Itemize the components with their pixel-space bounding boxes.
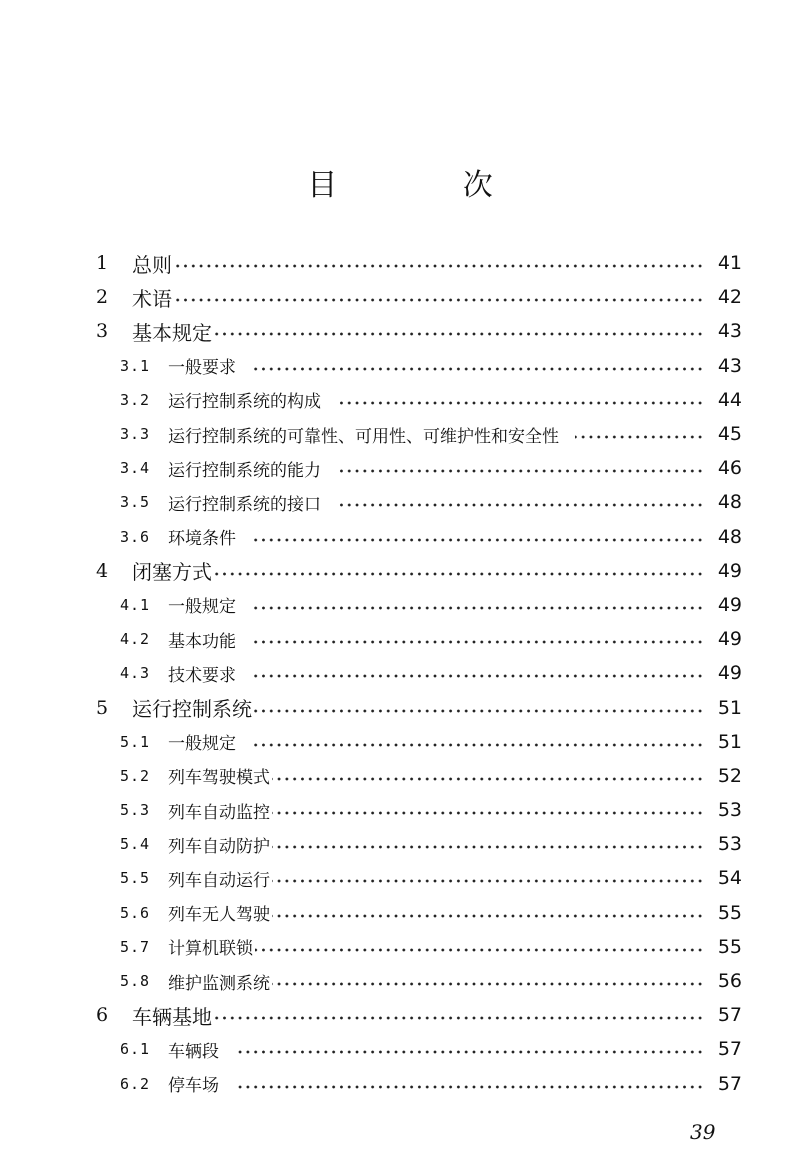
toc-entry-page: 44 xyxy=(717,388,742,411)
table-of-contents xyxy=(96,246,742,1101)
dot-leader xyxy=(252,674,704,678)
toc-entry[interactable] xyxy=(96,896,742,930)
toc-entry-number: 5.1 xyxy=(120,732,151,751)
toc-entry-title: 术语 xyxy=(132,286,172,311)
toc-entry-page: 52 xyxy=(717,764,742,787)
toc-entry-page: 54 xyxy=(717,867,742,890)
toc-entry-page: 49 xyxy=(717,628,742,651)
dot-leader xyxy=(235,1050,704,1054)
toc-entry[interactable] xyxy=(96,383,742,417)
toc-entry[interactable] xyxy=(96,451,742,485)
toc-entry[interactable] xyxy=(96,554,742,588)
dot-leader xyxy=(252,743,704,747)
toc-entry[interactable] xyxy=(96,622,742,656)
toc-entry-number: 3.1 xyxy=(120,356,151,375)
dot-leader xyxy=(252,640,704,644)
toc-entry-page: 41 xyxy=(717,252,742,275)
toc-entry[interactable] xyxy=(96,520,742,554)
toc-entry-title: 运行控制系统的能力 xyxy=(168,460,321,481)
dot-leader xyxy=(272,811,704,815)
toc-entry-page: 42 xyxy=(717,286,742,309)
toc-entry-number: 2 xyxy=(96,286,109,309)
dot-leader xyxy=(214,332,704,336)
toc-entry-number: 3.2 xyxy=(120,390,151,409)
toc-entry[interactable] xyxy=(96,930,742,964)
toc-entry-page: 56 xyxy=(717,970,742,993)
toc-entry[interactable] xyxy=(96,827,742,861)
dot-leader xyxy=(272,914,704,918)
toc-entry[interactable] xyxy=(96,485,742,519)
toc-entry-number: 4.2 xyxy=(120,630,151,649)
toc-entry-page: 49 xyxy=(717,593,742,616)
toc-entry[interactable] xyxy=(96,1067,742,1101)
dot-leader xyxy=(272,845,704,849)
toc-entry-title: 基本规定 xyxy=(132,320,212,345)
toc-entry-page: 53 xyxy=(717,833,742,856)
toc-entry-title: 计算机联锁 xyxy=(168,939,253,960)
toc-entry-title: 车辆段 xyxy=(168,1041,219,1062)
toc-entry-title: 基本功能 xyxy=(168,631,236,652)
toc-entry-number: 1 xyxy=(96,252,109,275)
toc-entry-number: 5.2 xyxy=(120,766,151,785)
page-number: 39 xyxy=(690,1120,716,1144)
toc-entry-page: 57 xyxy=(717,1038,742,1061)
toc-entry-page: 57 xyxy=(717,1004,742,1027)
toc-entry-title: 总则 xyxy=(132,252,172,277)
toc-entry-title: 一般规定 xyxy=(168,734,236,755)
toc-entry-number: 5.4 xyxy=(120,835,151,854)
toc-entry[interactable] xyxy=(96,417,742,451)
toc-entry[interactable] xyxy=(96,998,742,1032)
dot-leader xyxy=(337,469,704,473)
toc-entry-title: 运行控制系统的可靠性、可用性、可维护性和安全性 xyxy=(168,426,559,447)
toc-entry[interactable] xyxy=(96,588,742,622)
toc-entry-title: 列车自动防护 xyxy=(168,836,270,857)
dot-leader xyxy=(252,367,704,371)
toc-entry-number: 3.5 xyxy=(120,493,151,512)
dot-leader xyxy=(174,298,704,302)
toc-entry[interactable] xyxy=(96,314,742,348)
toc-entry-number: 5.8 xyxy=(120,972,151,991)
toc-entry-page: 55 xyxy=(717,935,742,958)
toc-entry[interactable] xyxy=(96,861,742,895)
dot-leader xyxy=(174,264,704,268)
toc-entry-page: 43 xyxy=(717,354,742,377)
toc-entry-number: 3.4 xyxy=(120,459,151,478)
toc-entry-page: 48 xyxy=(717,491,742,514)
toc-entry-title: 列车驾驶模式 xyxy=(168,768,270,789)
toc-entry-title: 列车无人驾驶 xyxy=(168,905,270,926)
toc-entry[interactable] xyxy=(96,964,742,998)
dot-leader xyxy=(272,982,704,986)
dot-leader xyxy=(255,948,704,952)
toc-entry-title: 运行控制系统的构成 xyxy=(168,392,321,413)
toc-entry-title: 环境条件 xyxy=(168,529,236,550)
toc-entry-title: 一般要求 xyxy=(168,358,236,379)
dot-leader xyxy=(214,572,704,576)
dot-leader xyxy=(575,435,704,439)
dot-leader xyxy=(214,1016,704,1020)
toc-entry-title: 一般规定 xyxy=(168,597,236,618)
dot-leader xyxy=(254,709,704,713)
toc-entry-page: 45 xyxy=(717,423,742,446)
dot-leader xyxy=(252,538,704,542)
toc-entry-number: 5 xyxy=(96,696,109,719)
toc-entry[interactable] xyxy=(96,759,742,793)
toc-entry-title: 闭塞方式 xyxy=(132,560,212,585)
toc-entry-title: 运行控制系统 xyxy=(132,697,252,722)
page-title: 目 次 xyxy=(307,168,551,203)
toc-entry-number: 4 xyxy=(96,559,109,582)
dot-leader xyxy=(272,777,704,781)
dot-leader xyxy=(337,401,704,405)
toc-entry-page: 46 xyxy=(717,457,742,480)
toc-entry-number: 6.2 xyxy=(120,1074,151,1093)
toc-entry-page: 53 xyxy=(717,799,742,822)
toc-entry-page: 57 xyxy=(717,1072,742,1095)
toc-entry-title: 停车场 xyxy=(168,1076,219,1097)
toc-entry-title: 技术要求 xyxy=(168,665,236,686)
toc-entry[interactable] xyxy=(96,1032,742,1066)
toc-entry[interactable] xyxy=(96,246,742,280)
dot-leader xyxy=(272,879,704,883)
toc-entry-number: 4.1 xyxy=(120,595,151,614)
toc-entry-number: 3.3 xyxy=(120,425,151,444)
toc-entry-number: 5.3 xyxy=(120,801,151,820)
toc-entry-number: 5.5 xyxy=(120,869,151,888)
toc-entry[interactable] xyxy=(96,725,742,759)
toc-entry-page: 43 xyxy=(717,320,742,343)
toc-entry-page: 55 xyxy=(717,901,742,924)
toc-entry-number: 4.3 xyxy=(120,664,151,683)
toc-entry-page: 48 xyxy=(717,525,742,548)
dot-leader xyxy=(337,503,704,507)
toc-entry-title: 运行控制系统的接口 xyxy=(168,494,321,515)
toc-entry-number: 5.6 xyxy=(120,903,151,922)
toc-entry-number: 5.7 xyxy=(120,937,151,956)
toc-entry-page: 51 xyxy=(717,730,742,753)
dot-leader xyxy=(252,606,704,610)
toc-entry[interactable] xyxy=(96,690,742,724)
toc-entry-title: 车辆基地 xyxy=(132,1004,212,1029)
toc-entry-page: 51 xyxy=(717,696,742,719)
toc-entry[interactable] xyxy=(96,656,742,690)
toc-entry-title: 列车自动监控 xyxy=(168,802,270,823)
toc-entry-page: 49 xyxy=(717,662,742,685)
toc-entry-number: 3 xyxy=(96,320,109,343)
toc-entry[interactable] xyxy=(96,280,742,314)
toc-entry-number: 6.1 xyxy=(120,1040,151,1059)
toc-entry-number: 3.6 xyxy=(120,527,151,546)
toc-entry[interactable] xyxy=(96,793,742,827)
toc-entry-title: 列车自动运行 xyxy=(168,870,270,891)
toc-entry-page: 49 xyxy=(717,559,742,582)
toc-entry-number: 6 xyxy=(96,1004,109,1027)
toc-entry[interactable] xyxy=(96,349,742,383)
dot-leader xyxy=(235,1085,704,1089)
toc-entry-title: 维护监测系统 xyxy=(168,973,270,994)
